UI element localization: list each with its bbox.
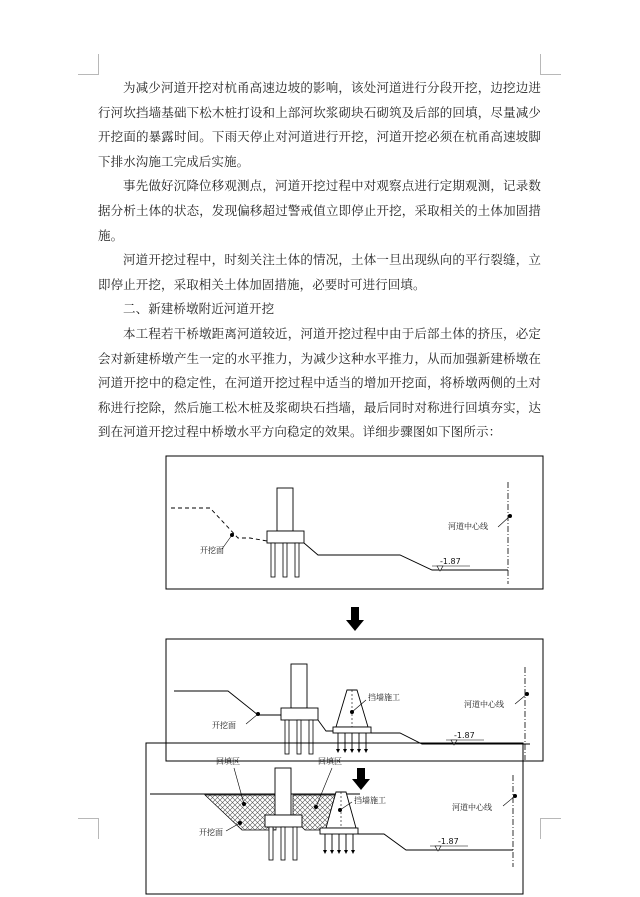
step-arrow-1 (346, 607, 364, 631)
label-river-centerline-3: 河道中心线 (452, 803, 492, 812)
paragraph-1: 为减少河道开挖对杭甬高速边坡的影响，该处河道进行分段开挖，边挖边进行河坎挡墙基础下松木桩打设和上部河坎浆砌块石砌筑及后部的回填，尽量减少开挖面的暴露时间。下雨天停止对河道进行开挖，河道开挖必须在杭甬高速坡脚下排水沟施工完成后实施。 (98, 80, 541, 169)
diagram-step-1 (166, 456, 543, 589)
label-backfill-left: 回填区 (216, 757, 240, 766)
label-river-centerline-1: 河道中心线 (448, 522, 488, 531)
section-heading: 二、新建桥墩附近河道开挖 (123, 301, 275, 317)
label-excavation-face-3: 开挖面 (199, 828, 223, 837)
diagram-step-3 (146, 743, 523, 894)
paragraph-4: 本工程若干桥墩距离河道较近，河道开挖过程中由于后部土体的挤压，必定会对新建桥墩产生一定的水平推力，为减少这种水平推力，从而加强新建桥墩在河道开挖中的稳定性，在河道开挖过程中适当的增加开挖面，将桥墩两侧的土对称进行挖除，然后施工松木桩及浆砌块石挡墙，最后同时对称进行回填夯实，达到在河道开挖过程中桥墩水平方向稳定的效果。详细步骤图如下图所示： (98, 325, 541, 440)
label-river-centerline-2: 河道中心线 (464, 700, 504, 709)
label-elevation-1: -1.87 (440, 557, 461, 566)
label-retaining-wall-3: 挡墙施工 (354, 796, 386, 805)
label-retaining-wall-2: 挡墙施工 (368, 693, 400, 702)
step-arrow-2 (352, 768, 370, 790)
label-excavation-face-1: 开挖面 (200, 546, 224, 555)
label-backfill-right: 回填区 (318, 757, 342, 766)
label-elevation-2: -1.87 (454, 731, 475, 740)
paragraph-3: 河道开挖过程中，时刻关注土体的情况，土体一旦出现纵向的平行裂缝，立即停止开挖，采取相关土体加固措施，必要时可进行回填。 (98, 252, 541, 292)
label-elevation-3: -1.87 (438, 837, 459, 846)
paragraph-2: 事先做好沉降位移观测点，河道开挖过程中对观察点进行定期观测，记录数据分析土体的状态，发现偏移超过警戒值立即停止开挖，采取相关的土体加固措施。 (98, 178, 541, 243)
label-excavation-face-2: 开挖面 (212, 721, 236, 730)
